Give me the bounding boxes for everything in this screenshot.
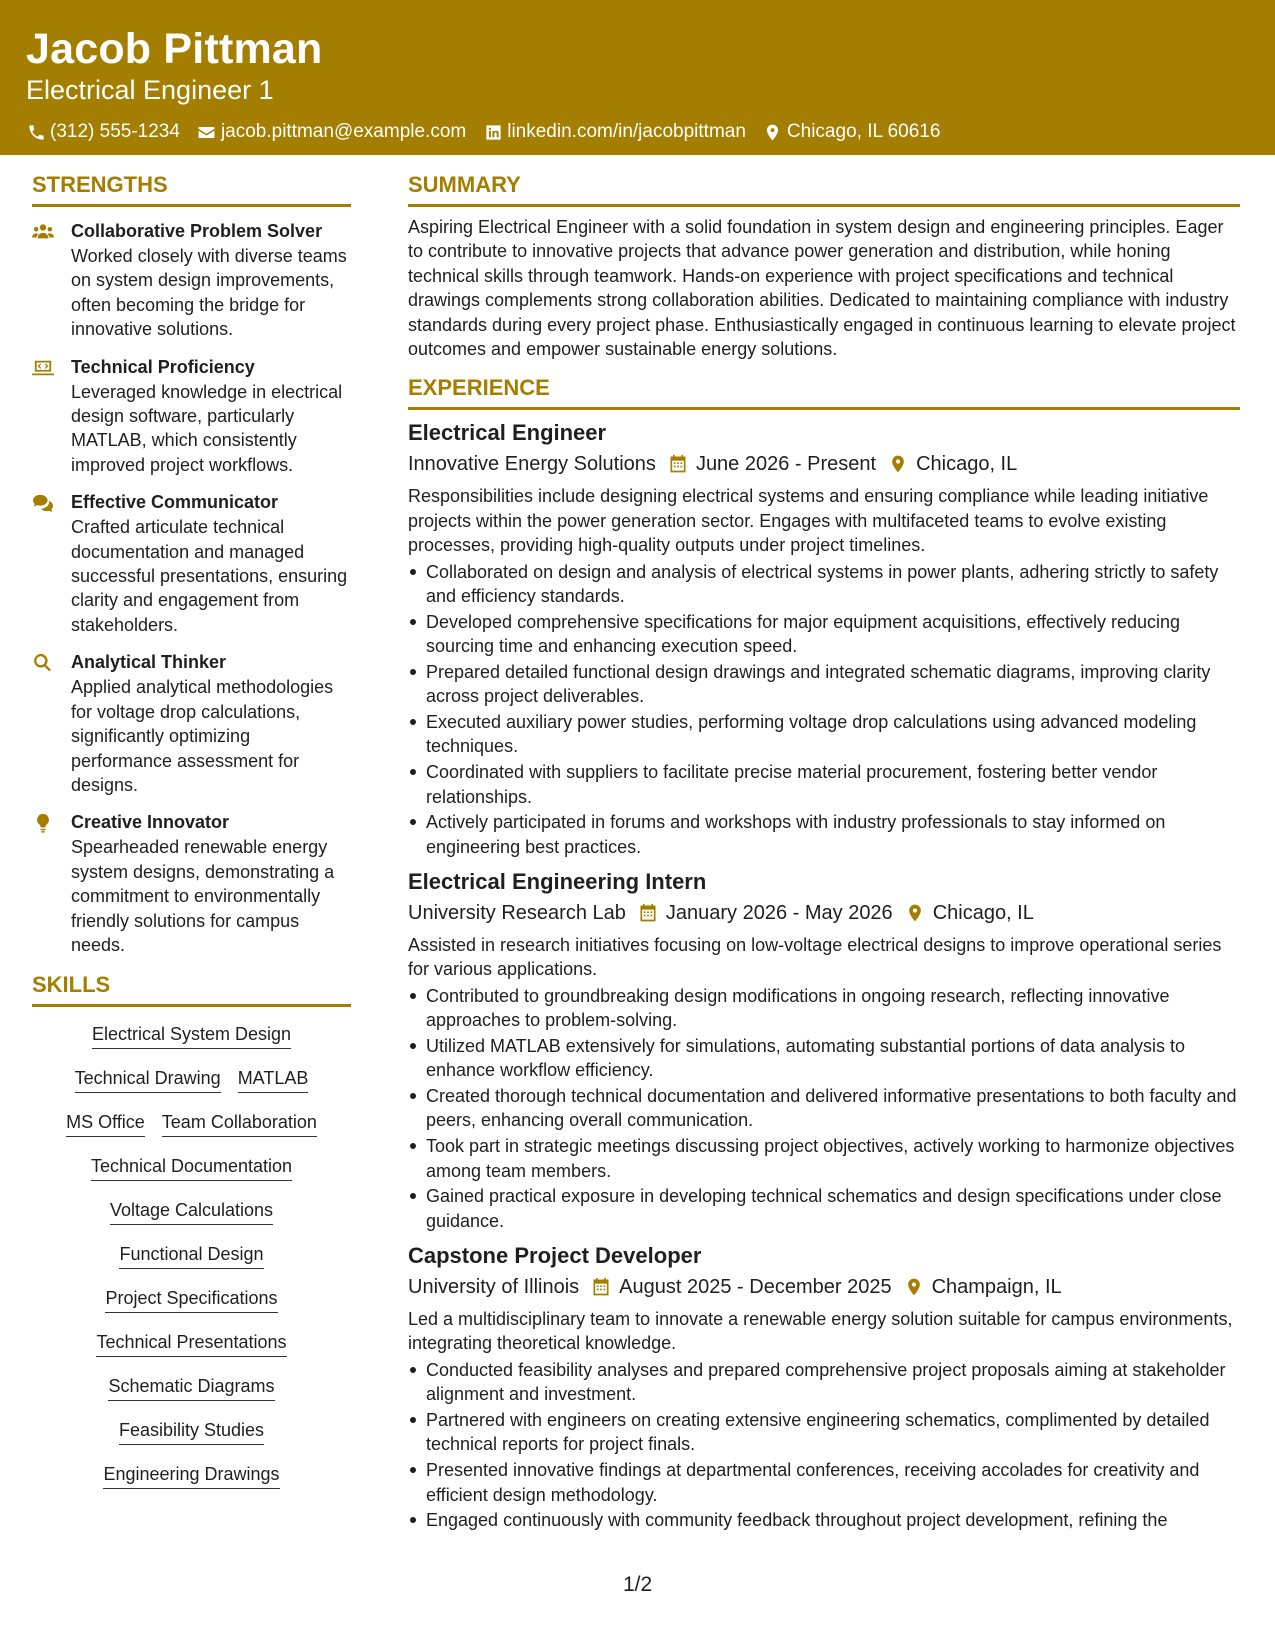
candidate-name: Jacob Pittman — [26, 25, 323, 73]
job-dates: August 2025 - December 2025 — [619, 1276, 892, 1299]
calendar-icon — [638, 903, 658, 923]
calendar-icon — [668, 454, 688, 474]
summary-heading: SUMMARY — [408, 170, 1240, 207]
job-bullets — [408, 1358, 1240, 1533]
job-dates: June 2026 - Present — [695, 453, 877, 476]
skill-tag: Technical Drawing — [75, 1067, 221, 1093]
contact-linkedin-text: linkedin.com/in/jacobpittman — [507, 121, 746, 142]
skill-tag: Project Specifications — [105, 1287, 277, 1313]
job-bullet: Developed comprehensive specifications for major equipment acquisitions, effectively reducing sourcing time and enhancing execution speed. — [408, 610, 1240, 659]
skills-heading: SKILLS — [32, 970, 351, 1007]
contact-location — [763, 120, 941, 144]
job-description: Led a multidisciplinary team to innovate a renewable energy solution suitable for campus environments, integrating theoretical knowledge. — [408, 1309, 1233, 1354]
job-bullet: Gained practical exposure in developing technical schematics and design specifications under close guidance. — [408, 1184, 1240, 1233]
job-description: Assisted in research initiatives focusing on low-voltage electrical designs to improve operational series for various applications. — [408, 935, 1222, 980]
map-pin-icon — [888, 454, 908, 474]
job-company: University Research Lab — [408, 902, 626, 925]
strength-desc: Leveraged knowledge in electrical design software, particularly MATLAB, which consistently improved project workflows. — [71, 381, 343, 475]
resume-header — [0, 0, 1275, 155]
map-pin-icon — [763, 122, 783, 142]
contact-bar — [26, 120, 1275, 144]
job-bullet: Took part in strategic meetings discussing project objectives, actively working to harmonize objectives among team members. — [408, 1134, 1240, 1183]
job-bullet: Utilized MATLAB extensively for simulations, automating substantial portions of data analysis to enhance workflow efficiency. — [408, 1034, 1240, 1083]
strength-desc: Spearheaded renewable energy system designs, demonstrating a commitment to environmentally friendly solutions for campus needs. — [71, 837, 335, 955]
skill-tag: Team Collaboration — [162, 1111, 317, 1137]
job-bullet: Coordinated with suppliers to facilitate precise material procurement, fostering better vendor relationships. — [408, 760, 1240, 809]
contact-email-text: jacob.pittman@example.com — [220, 121, 467, 142]
job-entry — [408, 1241, 1240, 1533]
job-bullet: Engaged continuously with community feedback throughout project development, refining the — [408, 1508, 1240, 1532]
strengths-list — [32, 219, 351, 957]
job-bullet: Actively participated in forums and workshops with industry professionals to stay informed on engineering best practices. — [408, 810, 1240, 859]
job-dates: January 2026 - May 2026 — [665, 902, 893, 925]
job-location: Champaign, IL — [931, 1276, 1062, 1299]
job-role: Capstone Project Developer — [408, 1243, 702, 1269]
job-meta — [408, 899, 1240, 927]
job-location: Chicago, IL — [932, 902, 1034, 925]
job-bullet: Executed auxiliary power studies, performing voltage drop calculations using advanced modeling techniques. — [408, 710, 1240, 759]
job-entry — [408, 867, 1240, 1233]
skill-tag: Feasibility Studies — [119, 1419, 264, 1445]
job-role: Electrical Engineer — [408, 420, 607, 446]
skill-tag: MS Office — [66, 1111, 145, 1137]
candidate-title: Electrical Engineer 1 — [26, 75, 274, 105]
skill-tag: MATLAB — [238, 1067, 309, 1093]
summary-text: Aspiring Electrical Engineer with a solid foundation in system design and engineering principles. Eager to contribute to innovative projects that advance power generation and distribution, while honing technical skills through teamwork. Hands-on experience with project specifications and technical drawings complements strong collaboration abilities. Dedicated to maintaining compliance with industry standards during every project phase. Enthusiastically engaged in continuous learning to elevate project outcomes and empower sustainable energy solutions. — [408, 217, 1236, 360]
strength-desc: Worked closely with diverse teams on system design improvements, often becoming the bridge for innovative solutions. — [71, 246, 347, 340]
job-meta — [408, 1273, 1240, 1301]
job-bullets — [408, 984, 1240, 1233]
lightbulb-icon — [32, 810, 71, 957]
strength-desc: Crafted articulate technical documentation and managed successful presentations, ensuring clarity and engagement from stakeholders. — [71, 517, 348, 635]
comments-icon — [32, 490, 71, 637]
contact-phone-text: (312) 555-1234 — [50, 121, 180, 142]
job-role: Electrical Engineering Intern — [408, 869, 707, 895]
job-entry — [408, 418, 1240, 859]
contact-location-text: Chicago, IL 60616 — [786, 121, 941, 142]
experience-heading: EXPERIENCE — [408, 373, 1240, 410]
strength-item — [32, 490, 351, 637]
contact-linkedin[interactable] — [483, 120, 746, 144]
strength-item — [32, 219, 351, 342]
skill-tag: Voltage Calculations — [110, 1199, 273, 1225]
job-description: Responsibilities include designing electrical systems and ensuring compliance while leading initiative projects within the power generation sector. Engages with multifaceted teams to evolve existing processes, providing high-quality outputs under project timelines. — [408, 486, 1209, 556]
page-number: 1/2 — [623, 1573, 653, 1596]
job-bullet: Prepared detailed functional design drawings and integrated schematic diagrams, improving clarity across project deliverables. — [408, 660, 1240, 709]
search-icon — [32, 650, 71, 797]
job-bullet: Created thorough technical documentation and delivered informative presentations to both faculty and peers, enhancing overall communication. — [408, 1084, 1240, 1133]
strength-title: Technical Proficiency — [71, 356, 255, 377]
contact-phone[interactable] — [26, 120, 180, 144]
job-bullet: Contributed to groundbreaking design modifications in ongoing research, reflecting innovative approaches to problem-solving. — [408, 984, 1240, 1033]
skills-list — [32, 1023, 351, 1489]
strength-title: Creative Innovator — [71, 812, 230, 833]
strength-item — [32, 650, 351, 797]
job-company: Innovative Energy Solutions — [408, 453, 656, 476]
envelope-icon — [197, 122, 217, 142]
job-company: University of Illinois — [408, 1276, 580, 1299]
contact-email[interactable] — [197, 120, 466, 144]
linkedin-icon — [483, 122, 503, 142]
strength-title: Analytical Thinker — [71, 652, 227, 673]
strength-item — [32, 810, 351, 957]
job-bullet: Conducted feasibility analyses and prepared comprehensive project proposals aiming at stakeholder alignment and investment. — [408, 1358, 1240, 1407]
skill-tag: Engineering Drawings — [103, 1463, 279, 1489]
job-bullet: Collaborated on design and analysis of electrical systems in power plants, adhering strictly to safety and efficiency standards. — [408, 560, 1240, 609]
skill-tag: Electrical System Design — [92, 1023, 291, 1049]
laptop-code-icon — [32, 355, 71, 478]
job-bullet: Presented innovative findings at departmental conferences, receiving accolades for creativity and efficient design methodology. — [408, 1458, 1240, 1507]
right-column — [408, 170, 1240, 1534]
users-icon — [32, 219, 71, 342]
map-pin-icon — [905, 903, 925, 923]
calendar-icon — [591, 1277, 611, 1297]
strengths-heading: STRENGTHS — [32, 170, 351, 207]
job-location: Chicago, IL — [916, 453, 1018, 476]
left-column — [32, 170, 351, 1489]
skill-tag: Technical Documentation — [91, 1155, 292, 1181]
strength-item — [32, 355, 351, 478]
strength-title: Collaborative Problem Solver — [71, 221, 323, 241]
skill-tag: Schematic Diagrams — [108, 1375, 274, 1401]
map-pin-icon — [904, 1277, 924, 1297]
job-meta — [408, 450, 1240, 478]
skill-tag: Functional Design — [119, 1243, 263, 1269]
strength-title: Effective Communicator — [71, 492, 279, 513]
job-bullets — [408, 560, 1240, 859]
phone-icon — [26, 122, 46, 142]
strength-desc: Applied analytical methodologies for voltage drop calculations, significantly optimizing performance assessment for designs. — [71, 677, 334, 795]
job-bullet: Partnered with engineers on creating extensive engineering schematics, complimented by detailed technical reports for project finals. — [408, 1408, 1240, 1457]
skill-tag: Technical Presentations — [96, 1331, 286, 1357]
